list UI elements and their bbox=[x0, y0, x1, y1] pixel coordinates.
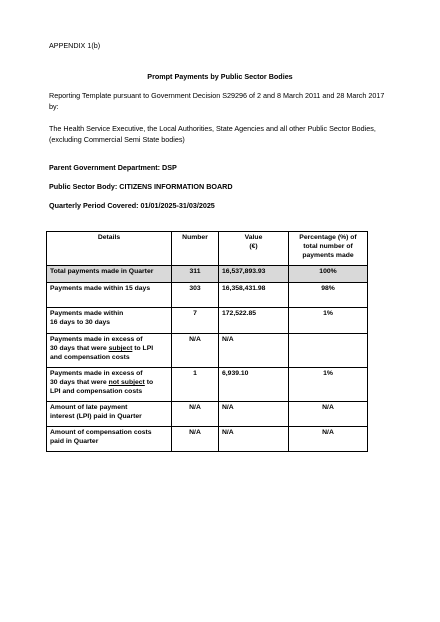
row-value: 6,939.10 bbox=[219, 368, 289, 402]
row-details: Total payments made in Quarter bbox=[47, 266, 172, 283]
row-percentage: 1% bbox=[289, 308, 368, 334]
row-details-pre: 30 days that were bbox=[50, 345, 109, 353]
row-value: 172,522.85 bbox=[219, 308, 289, 334]
row-details bbox=[47, 308, 172, 334]
row-number: N/A bbox=[172, 334, 219, 368]
header-value bbox=[219, 232, 289, 266]
appendix-label: APPENDIX 1(b) bbox=[49, 41, 101, 50]
row-percentage: 100% bbox=[289, 266, 368, 283]
row-value: N/A bbox=[219, 334, 289, 368]
row-number: 311 bbox=[172, 266, 219, 283]
row-number: N/A bbox=[172, 427, 219, 452]
header-details: Details bbox=[47, 232, 172, 266]
reporting-template-text: Reporting Template pursuant to Government Decision S29296 of 2 and 8 March 2011 and 28 March 2017 by: bbox=[49, 91, 385, 111]
row-details-line: interest (LPI) paid in Quarter bbox=[50, 413, 142, 421]
page-title: Prompt Payments by Public Sector Bodies bbox=[147, 72, 293, 81]
header-number: Number bbox=[172, 232, 219, 266]
row-details-line: and compensation costs bbox=[50, 354, 130, 362]
row-details-underlined: subject bbox=[108, 345, 133, 353]
header-pct-line: Percentage (%) of bbox=[299, 234, 357, 241]
row-details-line: LPI and compensation costs bbox=[50, 388, 143, 396]
table-row bbox=[47, 334, 368, 368]
row-details-line: Payments made in excess of bbox=[50, 370, 143, 377]
row-percentage: 98% bbox=[289, 283, 368, 308]
table-row bbox=[47, 368, 368, 402]
row-value: N/A bbox=[219, 402, 289, 427]
table-row bbox=[47, 402, 368, 427]
row-percentage: N/A bbox=[289, 427, 368, 452]
row-details-post: to LPI bbox=[132, 345, 154, 353]
row-details-pre: 30 days that were bbox=[50, 379, 109, 387]
table-row bbox=[47, 283, 368, 308]
table-row bbox=[47, 427, 368, 452]
row-details bbox=[47, 402, 172, 427]
table-row bbox=[47, 266, 368, 283]
row-number: 7 bbox=[172, 308, 219, 334]
row-details-line bbox=[50, 344, 168, 353]
header-value-unit: (€) bbox=[249, 243, 258, 251]
row-details-line bbox=[50, 378, 168, 387]
row-number: N/A bbox=[172, 402, 219, 427]
header-pct-line: total number of bbox=[303, 243, 353, 251]
row-value: N/A bbox=[219, 427, 289, 452]
row-details-line: 16 days to 30 days bbox=[50, 319, 111, 327]
row-details bbox=[47, 334, 172, 368]
quarterly-period: Quarterly Period Covered: 01/01/2025-31/03/2025 bbox=[49, 201, 215, 210]
table-header-row bbox=[47, 232, 368, 266]
row-details-line: Payments made within bbox=[50, 310, 124, 317]
row-details bbox=[47, 368, 172, 402]
row-value: 16,537,893.93 bbox=[219, 266, 289, 283]
row-details-line: paid in Quarter bbox=[50, 438, 99, 446]
parent-department: Parent Government Department: DSP bbox=[49, 163, 177, 172]
table-row bbox=[47, 308, 368, 334]
row-details-line: Amount of late payment bbox=[50, 404, 128, 411]
bodies-text: The Health Service Executive, the Local Authorities, State Agencies and all other Public Sector Bodies, (excluding Commercial Semi State bodies) bbox=[49, 124, 376, 144]
row-percentage: N/A bbox=[289, 402, 368, 427]
row-details-line: Payments made in excess of bbox=[50, 336, 143, 343]
row-details bbox=[47, 427, 172, 452]
header-pct-line: payments made bbox=[302, 252, 354, 260]
public-sector-body: Public Sector Body: CITIZENS INFORMATION BOARD bbox=[49, 182, 233, 191]
row-details: Payments made within 15 days bbox=[47, 283, 172, 308]
row-details-underlined: not subject bbox=[108, 379, 145, 387]
header-value-line: Value bbox=[244, 234, 263, 241]
row-value: 16,358,431.98 bbox=[219, 283, 289, 308]
row-number: 1 bbox=[172, 368, 219, 402]
payments-table bbox=[46, 231, 368, 452]
row-percentage: 1% bbox=[289, 368, 368, 402]
row-details-post: to bbox=[144, 379, 154, 387]
header-percentage bbox=[289, 232, 368, 266]
row-details-line: Amount of compensation costs bbox=[50, 429, 152, 436]
row-number: 303 bbox=[172, 283, 219, 308]
row-percentage bbox=[289, 334, 368, 368]
